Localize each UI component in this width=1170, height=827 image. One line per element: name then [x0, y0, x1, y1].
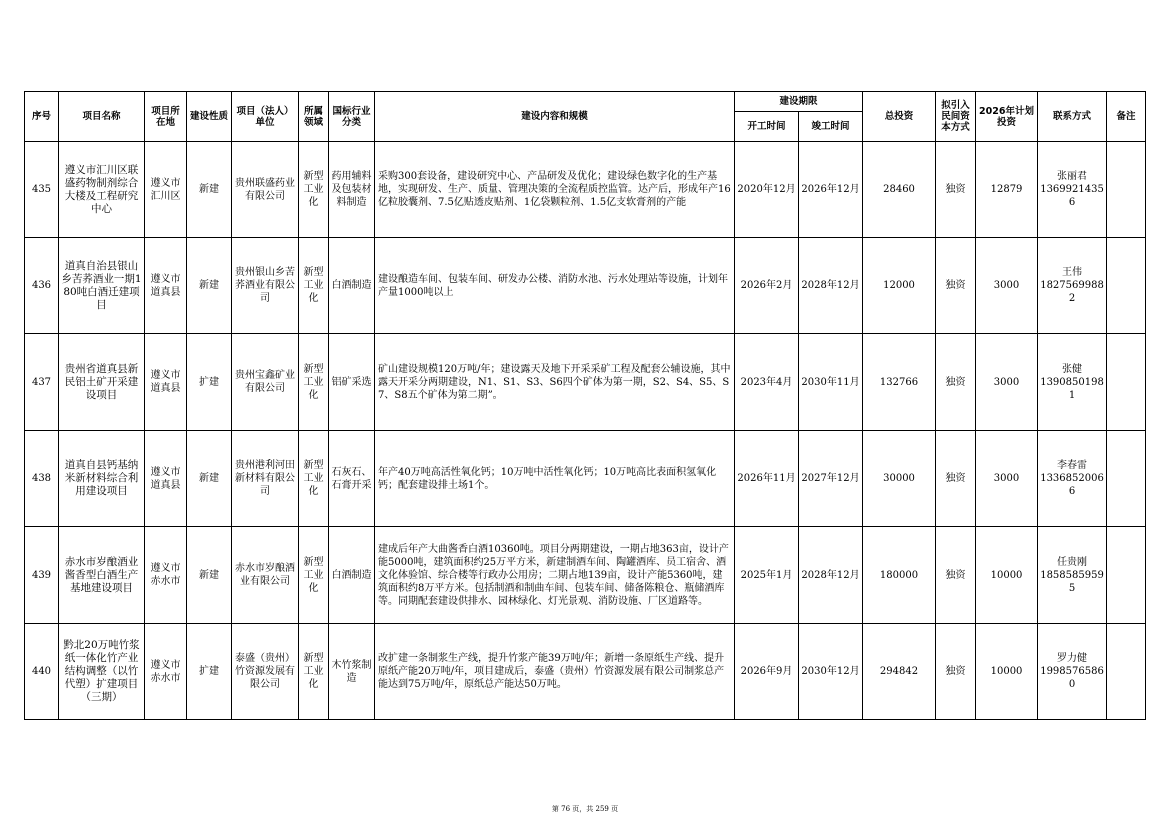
- cell-unit: 贵州联盛药业有限公司: [232, 142, 299, 238]
- cell-start: 2023年4月: [735, 334, 799, 431]
- cell-end: 2026年12月: [799, 142, 863, 238]
- cell-plan: 3000: [976, 238, 1038, 334]
- cell-location: 遵义市道真县: [145, 334, 187, 431]
- cell-nature: 扩建: [187, 334, 232, 431]
- header-field: 所属领域: [299, 92, 329, 142]
- header-attract: 拟引入民间资本方式: [936, 92, 976, 142]
- header-end: 竣工时间: [799, 112, 863, 142]
- cell-remark: [1107, 334, 1146, 431]
- contact-phone: 13368520066: [1040, 473, 1104, 497]
- cell-remark: [1107, 238, 1146, 334]
- cell-field: 新型工业化: [299, 142, 329, 238]
- contact-name: 李春雷: [1057, 460, 1088, 471]
- cell-end: 2030年11月: [799, 334, 863, 431]
- cell-total: 28460: [863, 142, 936, 238]
- cell-content: 矿山建设规模120万吨/年；建设露天及地下开采采矿工程及配套公辅设施，其中露天开采分两期建设，N1、S1、S3、S6四个矿体为第一期，S2、S4、S5、S7、S8五个矿体为第二期”。: [375, 334, 735, 431]
- cell-industry: 白酒制造: [329, 527, 375, 624]
- cell-total: 12000: [863, 238, 936, 334]
- header-plan: 2026年计划投资: [976, 92, 1038, 142]
- page-footer: 第 76 页，共 259 页: [551, 805, 619, 813]
- contact-name: 任贵刚: [1057, 556, 1088, 568]
- header-remark: 备注: [1107, 92, 1146, 142]
- cell-nature: 新建: [187, 527, 232, 624]
- contact-name: 罗力健: [1057, 653, 1088, 664]
- cell-attract: 独资: [936, 624, 976, 720]
- header-unit: 项目（法人）单位: [232, 92, 299, 142]
- cell-field: 新型工业化: [299, 431, 329, 527]
- cell-nature: 新建: [187, 238, 232, 334]
- cell-contact: [1038, 624, 1107, 720]
- header-location: 项目所在地: [145, 92, 187, 142]
- cell-attract: 独资: [936, 527, 976, 624]
- table-row: [25, 334, 1146, 431]
- cell-start: 2020年12月: [735, 142, 799, 238]
- contact-phone: 13699214356: [1040, 184, 1104, 208]
- cell-total: 294842: [863, 624, 936, 720]
- cell-end: 2028年12月: [799, 238, 863, 334]
- table-row: [25, 527, 1146, 624]
- cell-content: 建成后年产大曲酱香白酒10360吨。项目分两期建设，一期占地363亩，设计产能5000吨，建筑面积约25万平方米，新建制酒车间、陶罐酒库、员工宿舍、酒文化体验馆、综合楼等行政办公用房；二期占地139亩，设计产能5360吨，建筑面积约8万平方米。包括制酒和制曲车间、包装车间、储备陈粮仓、瓶储酒库等。同期配套建设供排水、园林绿化、灯光景观、消防设施、厂区道路等。: [375, 527, 735, 624]
- cell-unit: 贵州港利河田新材料有限公司: [232, 431, 299, 527]
- header-total: 总投资: [863, 92, 936, 142]
- cell-end: 2030年12月: [799, 624, 863, 720]
- contact-phone: 13908501981: [1040, 376, 1104, 401]
- contact-name: 张健: [1062, 363, 1083, 375]
- cell-attract: 独资: [936, 238, 976, 334]
- header-content: 建设内容和规模: [375, 92, 735, 142]
- header-seq: 序号: [25, 92, 59, 142]
- project-table: [24, 91, 1146, 720]
- cell-name: 赤水市岁酿酒业酱香型白酒生产基地建设项目: [59, 527, 145, 624]
- cell-start: 2025年1月: [735, 527, 799, 624]
- header-name: 项目名称: [59, 92, 145, 142]
- header-industry: 国标行业分类: [329, 92, 375, 142]
- cell-contact: [1038, 431, 1107, 527]
- cell-content: 采购300套设备，建设研究中心、产品研发及优化；建设绿色数字化的生产基地，实现研发、生产、质量、管理决策的全流程质控监管。达产后，形成年产16亿粒胶囊剂、7.5亿贴透皮贴剂、1亿袋颗粒剂、1.5亿支软膏剂的产能: [375, 142, 735, 238]
- cell-name: 贵州省道真县新民铝土矿开采建设项目: [59, 334, 145, 431]
- cell-contact: [1038, 142, 1107, 238]
- contact-name: 王伟: [1062, 267, 1083, 278]
- cell-nature: 新建: [187, 431, 232, 527]
- cell-total: 30000: [863, 431, 936, 527]
- cell-plan: 10000: [976, 527, 1038, 624]
- table-row: [25, 431, 1146, 527]
- cell-seq: 440: [25, 624, 59, 720]
- cell-nature: 新建: [187, 142, 232, 238]
- cell-field: 新型工业化: [299, 527, 329, 624]
- cell-location: 遵义市赤水市: [145, 527, 187, 624]
- table-body: [25, 142, 1146, 720]
- table-row: [25, 238, 1146, 334]
- cell-unit: 贵州宝鑫矿业有限公司: [232, 334, 299, 431]
- cell-industry: 药用辅料及包装材料制造: [329, 142, 375, 238]
- header-nature: 建设性质: [187, 92, 232, 142]
- cell-start: 2026年9月: [735, 624, 799, 720]
- cell-unit: 泰盛（贵州）竹资源发展有限公司: [232, 624, 299, 720]
- table-row: [25, 624, 1146, 720]
- cell-seq: 439: [25, 527, 59, 624]
- table-row: [25, 142, 1146, 238]
- contact-phone: 19985765860: [1040, 666, 1104, 690]
- cell-unit: 赤水市岁酿酒业有限公司: [232, 527, 299, 624]
- cell-name: 道真自治县银山乡苦荞酒业一期180吨白酒迁建项目: [59, 238, 145, 334]
- cell-name: 遵义市汇川区联盛药物制剂综合大楼及工程研究中心: [59, 142, 145, 238]
- cell-end: 2027年12月: [799, 431, 863, 527]
- cell-end: 2028年12月: [799, 527, 863, 624]
- contact-name: 张丽君: [1057, 171, 1088, 182]
- contact-phone: 18275699882: [1040, 280, 1104, 304]
- table-header: [25, 92, 1146, 142]
- cell-content: 年产40万吨高活性氧化钙；10万吨中活性氧化钙；10万吨高比表面积氢氧化钙；配套建设排土场1个。: [375, 431, 735, 527]
- cell-contact: [1038, 334, 1107, 431]
- cell-content: 改扩建一条制浆生产线，提升竹浆产能39万吨/年；新增一条原纸生产线、提升原纸产能20万吨/年，项目建成后，泰盛（贵州）竹资源发展有限公司制浆总产能达到75万吨/年，原纸总产能达50万吨。: [375, 624, 735, 720]
- cell-contact: [1038, 238, 1107, 334]
- cell-seq: 438: [25, 431, 59, 527]
- cell-attract: 独资: [936, 142, 976, 238]
- cell-total: 180000: [863, 527, 936, 624]
- header-contact: 联系方式: [1038, 92, 1107, 142]
- cell-industry: 石灰石、石膏开采: [329, 431, 375, 527]
- cell-field: 新型工业化: [299, 238, 329, 334]
- cell-unit: 贵州银山乡苦荞酒业有限公司: [232, 238, 299, 334]
- cell-attract: 独资: [936, 334, 976, 431]
- cell-start: 2026年11月: [735, 431, 799, 527]
- cell-location: 遵义市赤水市: [145, 624, 187, 720]
- cell-contact: [1038, 527, 1107, 624]
- cell-start: 2026年2月: [735, 238, 799, 334]
- cell-industry: 白酒制造: [329, 238, 375, 334]
- cell-seq: 435: [25, 142, 59, 238]
- header-start: 开工时间: [735, 112, 799, 142]
- cell-plan: 12879: [976, 142, 1038, 238]
- cell-plan: 10000: [976, 624, 1038, 720]
- cell-content: 建设酿造车间、包装车间、研发办公楼、消防水池、污水处理站等设施，计划年产量1000吨以上: [375, 238, 735, 334]
- cell-seq: 437: [25, 334, 59, 431]
- cell-field: 新型工业化: [299, 624, 329, 720]
- cell-location: 遵义市道真县: [145, 431, 187, 527]
- cell-industry: 铝矿采选: [329, 334, 375, 431]
- cell-industry: 木竹浆制造: [329, 624, 375, 720]
- cell-remark: [1107, 142, 1146, 238]
- cell-seq: 436: [25, 238, 59, 334]
- cell-remark: [1107, 624, 1146, 720]
- cell-nature: 扩建: [187, 624, 232, 720]
- header-period: 建设期限: [735, 92, 863, 112]
- cell-location: 遵义市道真县: [145, 238, 187, 334]
- cell-remark: [1107, 527, 1146, 624]
- cell-attract: 独资: [936, 431, 976, 527]
- cell-field: 新型工业化: [299, 334, 329, 431]
- cell-location: 遵义市汇川区: [145, 142, 187, 238]
- cell-total: 132766: [863, 334, 936, 431]
- cell-name: 道真自县钙基纳米新材料综合利用建设项目: [59, 431, 145, 527]
- cell-remark: [1107, 431, 1146, 527]
- cell-plan: 3000: [976, 431, 1038, 527]
- cell-plan: 3000: [976, 334, 1038, 431]
- cell-name: 黔北20万吨竹浆纸一体化竹产业结构调整（以竹代塑）扩建项目（三期）: [59, 624, 145, 720]
- contact-phone: 18585859595: [1040, 569, 1104, 594]
